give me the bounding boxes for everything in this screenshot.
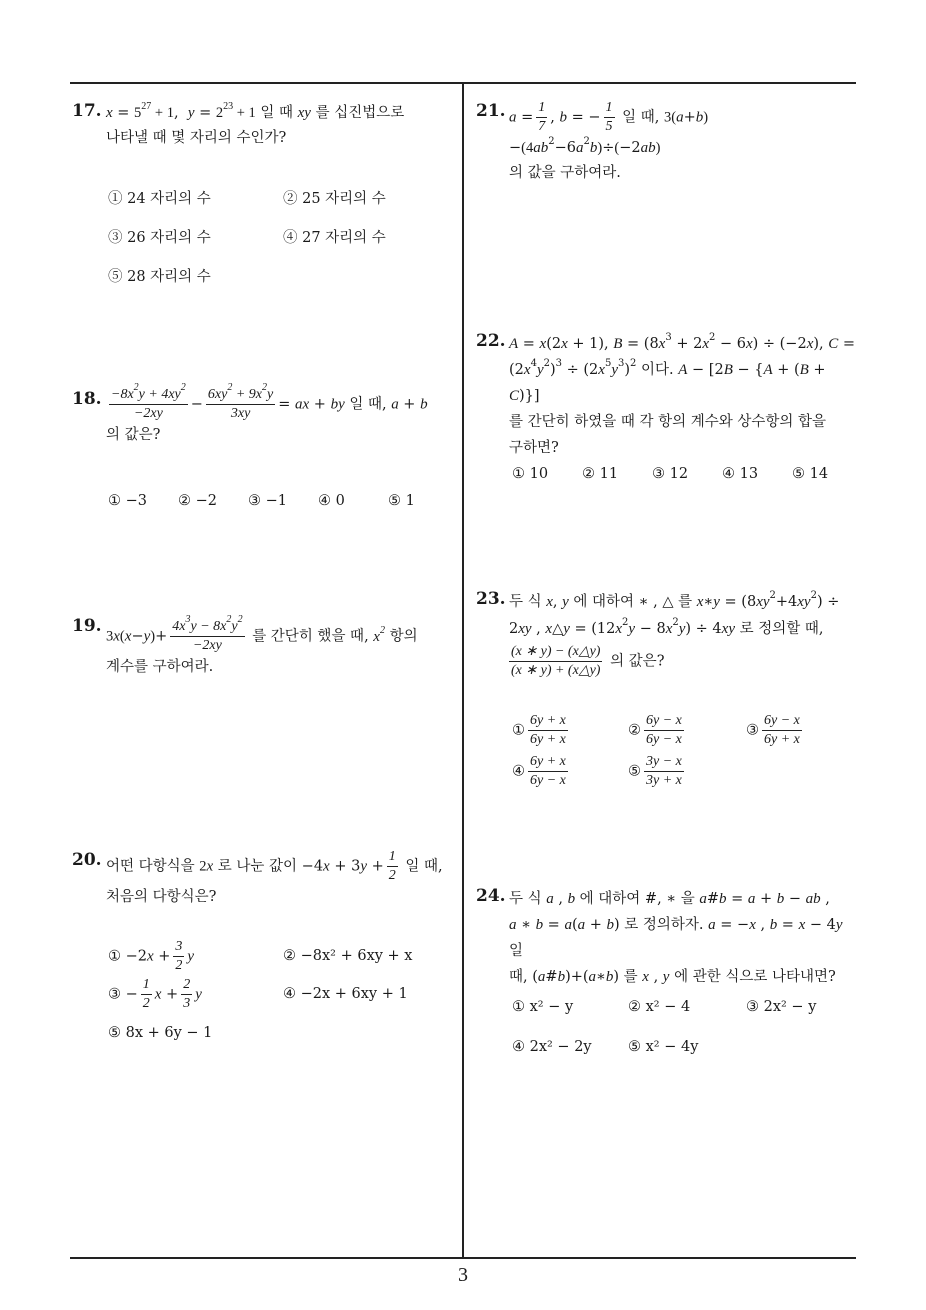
question-18-option-2[interactable]: ② −2 [178, 493, 217, 509]
question-20-option-5[interactable]: ⑤ 8x + 6y − 1 [108, 1025, 213, 1041]
question-17-number: 17. [72, 101, 102, 121]
question-22-number: 22. [476, 331, 506, 351]
question-24-option-3[interactable]: ③ 2x² − y [746, 999, 817, 1015]
question-17-text: $x = 5^{27} + 1$, $y = 2^{23} + 1$ 일 때 xy 를 십진법으로 나타낼 때 몇 자리의 수인가? [106, 101, 405, 146]
question-22-text: A = x(2x + 1), $B = (8x^3 + 2x^2 - 6x) \div (-2x)$, C = $(2x^4y^2)^3 \div (2x^5y^3)^2$ 이다. A − [2B − {A + (B + C)}] 를 간단히 하였을 때 각 항의 계수와 상수항의 합을 구하면? [509, 332, 856, 456]
question-18-number: 18. [72, 389, 102, 409]
question-18-option-5[interactable]: ⑤ 1 [388, 493, 415, 509]
question-20-number: 20. [72, 850, 102, 870]
column-divider [462, 82, 464, 1258]
question-24-option-1[interactable]: ① x² − y [512, 999, 574, 1015]
question-17-option-2[interactable]: ② 25 자리의 수 [283, 191, 386, 207]
question-17-option-4[interactable]: ④ 27 자리의 수 [283, 230, 386, 246]
question-24-option-2[interactable]: ② x² − 4 [628, 999, 691, 1015]
question-20-text: 어떤 다항식을 2x 로 나눈 값이 −4x + 3y + $\frac{1}{2}$ 일 때, 처음의 다항식은? [106, 849, 443, 905]
question-24-option-5[interactable]: ⑤ x² − 4y [628, 1039, 699, 1055]
question-22-option-2[interactable]: ② 11 [582, 466, 619, 482]
question-17-option-1[interactable]: ① 24 자리의 수 [108, 191, 211, 207]
question-20-option-4[interactable]: ④ −2x + 6xy + 1 [283, 986, 408, 1002]
question-24-number: 24. [476, 886, 506, 906]
question-17-option-5[interactable]: ⑤ 28 자리의 수 [108, 269, 211, 285]
question-20-option-1[interactable]: ① −2x + $\frac{3}{2}$ y [108, 939, 195, 973]
question-18-option-3[interactable]: ③ −1 [248, 493, 287, 509]
question-23-number: 23. [476, 589, 506, 609]
question-22-option-3[interactable]: ③ 12 [652, 466, 689, 482]
question-23-option-5[interactable]: ⑤ $\frac{3y - x}{3y + x}$ [628, 754, 682, 788]
page-number: 3 [458, 1264, 468, 1286]
question-20-option-3[interactable]: ③ − $\frac{1}{2}$ x + $\frac{2}{3}$ y [108, 977, 202, 1011]
question-24-text: 두 식 a , b 에 대하여 #, ∗ 을 a#b = a + b − ab , a ∗ b = a(a + b) 로 정의하자. a = −x , b = x − 4y 일 때, (a#b)+(a∗b) 를 x , y 에 관한 식으로 나타내면? [509, 891, 843, 985]
question-19-text: 3x(x−y)+ $\frac{4x^3y - 8x^2y^2}{-2xy}$ 를 간단히 했을 때, $x^2$ 항의 계수를 구하여라. [106, 614, 418, 675]
question-20-option-2[interactable]: ② −8x² + 6xy + x [283, 948, 413, 964]
question-18-text: $\frac{-8x^2y + 4xy^2}{-2xy}$ − $\frac{6xy^2 + 9x^2y}{3xy}$ = ax + by 일 때, a + b 의 값은? [106, 382, 428, 443]
question-22-option-5[interactable]: ⑤ 14 [792, 466, 829, 482]
question-22-option-4[interactable]: ④ 13 [722, 466, 759, 482]
question-21-text: a = $\frac{1}{7}$ , b = − $\frac{1}{5}$ 일 때, $3(a+b)-(4ab^2-6a^2b)\div(-2ab)$ 의 값을 구하여라. [509, 100, 709, 181]
question-18-option-1[interactable]: ① −3 [108, 493, 147, 509]
bottom-rule [70, 1257, 856, 1259]
question-23-option-1[interactable]: ① $\frac{6y + x}{6y + x}$ [512, 713, 566, 747]
question-18-option-4[interactable]: ④ 0 [318, 493, 345, 509]
question-21-number: 21. [476, 101, 506, 121]
question-23-option-2[interactable]: ② $\frac{6y - x}{6y - x}$ [628, 713, 682, 747]
question-19-number: 19. [72, 616, 102, 636]
question-22-option-1[interactable]: ① 10 [512, 466, 549, 482]
question-23-option-3[interactable]: ③ $\frac{6y - x}{6y + x}$ [746, 713, 800, 747]
question-17-option-3[interactable]: ③ 26 자리의 수 [108, 230, 211, 246]
question-23-option-4[interactable]: ④ $\frac{6y + x}{6y - x}$ [512, 754, 566, 788]
question-23-text: 두 식 x, y 에 대하여 ∗ , △ 를 x∗y = $(8xy^2+4xy^2)$ ÷ 2xy , x△y = $(12x^2y - 8x^2y) \div 4xy$ 로 정의할 때, $\frac{(x ∗ y) - (x\triangle y)}{(x ∗ y) + (x\triangle y)}$ 의 값은? [509, 590, 840, 678]
question-24-option-4[interactable]: ④ 2x² − 2y [512, 1039, 592, 1055]
